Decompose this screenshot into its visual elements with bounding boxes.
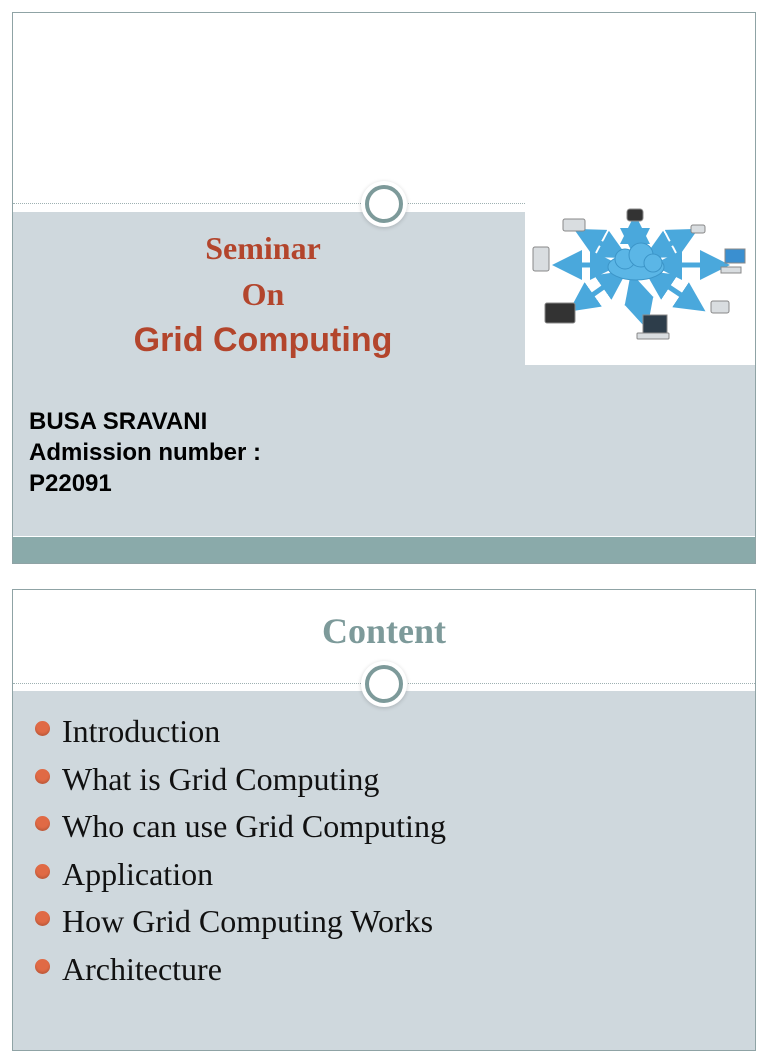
bullet-dot-icon — [35, 911, 50, 926]
list-item: What is Grid Computing — [35, 756, 446, 804]
cloud-network-icon — [525, 191, 755, 365]
bullet-dot-icon — [35, 769, 50, 784]
title-line-seminar: Seminar — [205, 230, 321, 266]
admission-number: P22091 — [29, 470, 112, 497]
content-bullet-list — [35, 708, 446, 993]
list-item: Who can use Grid Computing — [35, 803, 446, 851]
title-slide — [12, 12, 756, 564]
content-heading: Content — [322, 611, 446, 651]
list-item: How Grid Computing Works — [35, 898, 446, 946]
list-item: Application — [35, 851, 446, 899]
slide-footer-bar — [13, 537, 755, 563]
bullet-dot-icon — [35, 721, 50, 736]
title-line-on: On — [241, 276, 285, 312]
list-item: Introduction — [35, 708, 446, 756]
author-info — [29, 406, 261, 499]
bullet-dot-icon — [35, 959, 50, 974]
slide-header-area — [13, 13, 755, 208]
list-item: Architecture — [35, 946, 446, 994]
ring-ornament-icon — [365, 665, 403, 703]
bullet-dot-icon — [35, 816, 50, 831]
author-name: BUSA SRAVANI — [29, 408, 208, 435]
grid-network-illustration — [525, 191, 755, 365]
title-line-topic: Grid Computing — [133, 321, 393, 359]
admission-label: Admission number : — [29, 439, 262, 466]
ring-ornament-icon — [365, 185, 403, 223]
content-slide — [12, 589, 756, 1051]
bullet-dot-icon — [35, 864, 50, 879]
slide-title — [53, 225, 473, 363]
